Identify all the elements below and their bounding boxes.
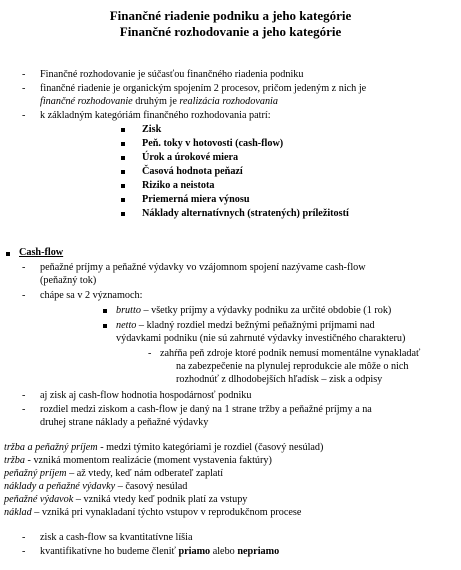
section-heading-cash-flow: Cash-flow bbox=[19, 247, 64, 258]
dash-bullet: - bbox=[22, 83, 26, 94]
square-bullet bbox=[121, 184, 125, 188]
definition-line: peňažné výdavok – vzniká vtedy keď podnik platí za vstupy bbox=[4, 494, 248, 505]
square-bullet bbox=[121, 128, 125, 132]
square-bullet bbox=[6, 252, 10, 256]
cashflow-meanings-intro: chápe sa v 2 významoch: bbox=[40, 290, 143, 301]
dash-bullet: - bbox=[22, 69, 26, 80]
category-item: Peň. toky v hotovosti (cash-flow) bbox=[142, 138, 284, 149]
cashflow-item-difference-line-2: druhej strane náklady a peňažné výdavky bbox=[40, 417, 209, 428]
category-item: Riziko a neistota bbox=[142, 180, 215, 191]
definition-line: tržba - vzniká momentom realizácie (moment vystavenia faktúry) bbox=[4, 455, 272, 466]
square-bullet bbox=[103, 309, 107, 313]
dash-bullet: - bbox=[22, 532, 26, 543]
dash-bullet: - bbox=[22, 404, 26, 415]
intro-item-3: k základným kategóriám finančného rozhodovania patrí: bbox=[40, 110, 271, 121]
netto-sub-line-1: zahŕňa peň zdroje ktoré podnik nemusí momentálne vynakladať bbox=[160, 348, 421, 359]
category-item: Časová hodnota peňazí bbox=[142, 166, 243, 177]
definition-line: peňažný príjem – až vtedy, keď nám odberateľ zaplatí bbox=[4, 468, 224, 479]
cashflow-def-line-2: (peňažný tok) bbox=[40, 275, 97, 286]
dash-bullet: - bbox=[22, 546, 26, 557]
category-item: Úrok a úrokové miera bbox=[142, 152, 239, 163]
cashflow-item-profit: aj zisk aj cash-flow hodnotia hospodárnosť podniku bbox=[40, 390, 252, 401]
square-bullet bbox=[121, 212, 125, 216]
category-item: Náklady alternatívnych (stratených) príležitostí bbox=[142, 208, 349, 219]
dash-bullet: - bbox=[22, 390, 26, 401]
title-line-1: Finančné riadenie podniku a jeho kategórie bbox=[109, 8, 352, 23]
title-line-2: Finančné rozhodovanie a jeho kategórie bbox=[119, 24, 342, 39]
cashflow-item-difference-line-1: rozdiel medzi ziskom a cash-flow je daný na 1 strane tržby a peňažné príjmy a na bbox=[40, 404, 372, 415]
definition-line: náklad – vzniká pri vynakladaní týchto vstupov v reprodukčnom procese bbox=[4, 507, 302, 518]
final-item-1: zisk a cash-flow sa kvantitatívne líšia bbox=[40, 532, 193, 543]
netto-sub-line-2: na zabezpečenie na plynulej reprodukcie ale môže o nich bbox=[176, 361, 409, 372]
square-bullet bbox=[121, 156, 125, 160]
category-item: Priemerná miera výnosu bbox=[142, 194, 250, 205]
dash-bullet: - bbox=[22, 110, 26, 121]
meaning-brutto: brutto – všetky príjmy a výdavky podniku za určité obdobie (1 rok) bbox=[116, 305, 392, 316]
dash-bullet: - bbox=[22, 290, 26, 301]
square-bullet bbox=[121, 142, 125, 146]
square-bullet bbox=[103, 324, 107, 328]
definition-line: náklady a peňažné výdavky – časový nesúlad bbox=[4, 481, 188, 492]
dash-bullet: - bbox=[22, 262, 26, 273]
intro-item-1: Finančné rozhodovanie je súčasťou finančného riadenia podniku bbox=[40, 69, 304, 80]
category-item: Zisk bbox=[142, 124, 162, 135]
square-bullet bbox=[121, 198, 125, 202]
intro-item-2-line-2: finančné rozhodovanie druhým je realizácia rozhodovania bbox=[40, 96, 278, 107]
definition-line: tržba a peňažný príjem - medzi týmito kategóriami je rozdiel (časový nesúlad) bbox=[4, 442, 324, 453]
meaning-netto-line-2: výdavkami podniku (nie sú zahrnuté výdavky investičného charakteru) bbox=[116, 333, 406, 344]
intro-item-2-line-1: finančné riadenie je organickým spojením 2 procesov, pričom jedeným z nich je bbox=[40, 83, 367, 94]
netto-sub-line-3: rozhodnúť z dlhodobejších hľadísk – zisk a odpisy bbox=[176, 374, 383, 385]
dash-bullet: - bbox=[148, 348, 152, 359]
square-bullet bbox=[121, 170, 125, 174]
meaning-netto-line-1: netto – kladný rozdiel medzi bežnými peňažnými príjmami nad bbox=[116, 320, 375, 331]
cashflow-def-line-1: peňažné príjmy a peňažné výdavky vo vzájomnom spojení nazývame cash-flow bbox=[40, 262, 366, 273]
final-item-2: kvantifikatívne ho budeme členiť priamo alebo nepriamo bbox=[40, 546, 280, 557]
